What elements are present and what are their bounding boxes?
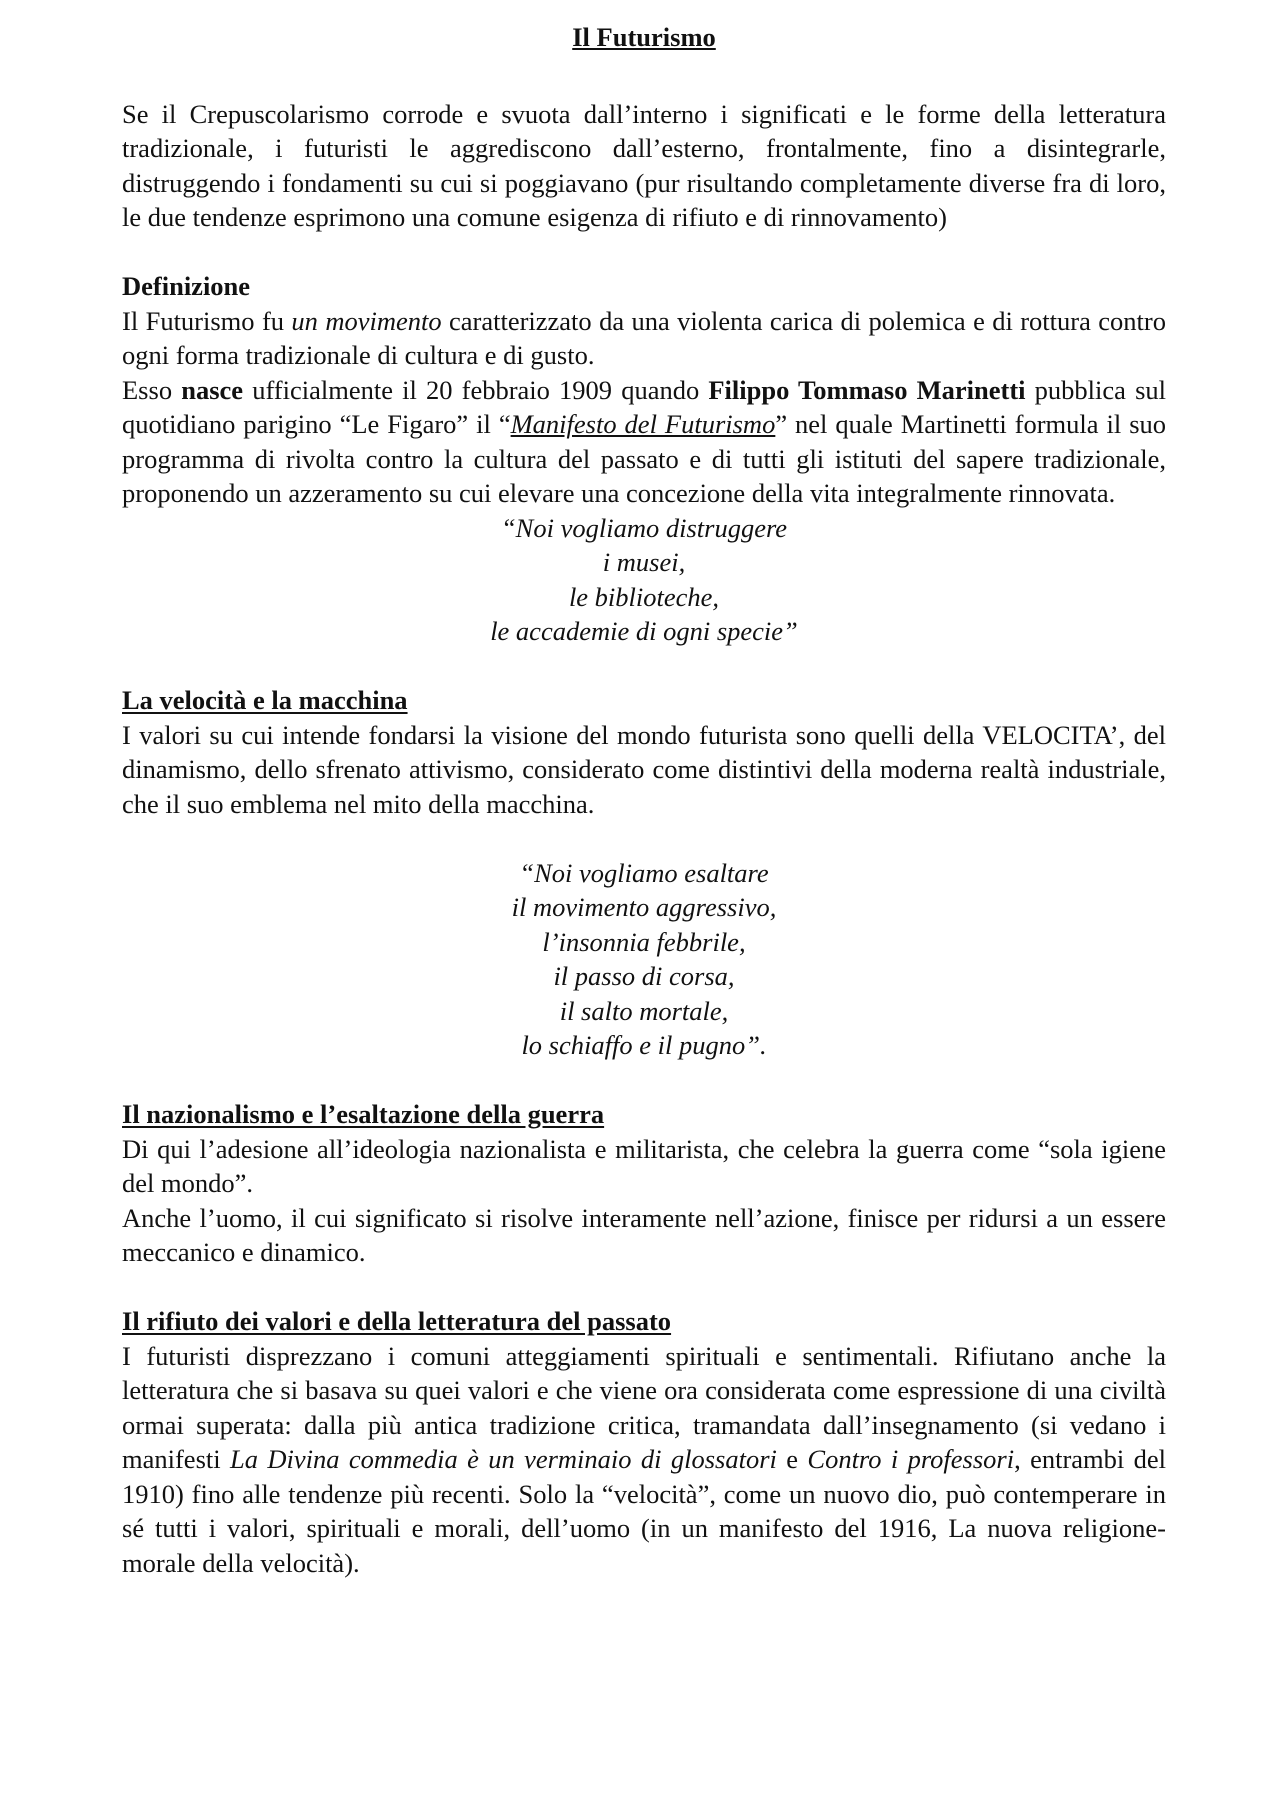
page-title: Il Futurismo — [572, 22, 716, 52]
quote-distruggere — [122, 511, 1166, 649]
quote-line: l’insonnia febbrile, — [542, 926, 746, 957]
spacer — [122, 1270, 1166, 1305]
spacer — [122, 1063, 1166, 1098]
nazionalismo-paragraph-2: Anche l’uomo, il cui significato si risolve interamente nell’azione, finisce per ridursi a un essere meccanico e dinamico. — [122, 1202, 1166, 1267]
quote-line: le accademie di ogni specie” — [490, 616, 798, 646]
manifesto-title: Manifesto del Futurismo — [510, 409, 776, 439]
quote-line: i musei, — [602, 547, 686, 577]
definizione-paragraph-2: Esso nasce ufficialmente il 20 febbraio 1909 quando Filippo Tommaso Marinetti pubblica sul quotidiano parigino “Le Figaro” il “Manifesto del Futurismo” nel quale Martinetti formula il suo programma di rivolta contro la cultura del passato e di tutti gli istituti del sapere tradizionale, proponendo un azzeramento su cui elevare una concezione della vita integralmente rinnovata. — [122, 374, 1167, 508]
section-heading-nazionalismo: Il nazionalismo e l’esaltazione della guerra — [122, 1099, 605, 1129]
quote-line: il salto mortale, — [559, 995, 729, 1026]
quote-esaltare — [122, 856, 1166, 1063]
section-heading-definizione: Definizione — [122, 271, 251, 301]
quote-line: le biblioteche, — [568, 581, 720, 612]
spacer — [122, 235, 1166, 270]
intro-paragraph: Se il Crepuscolarismo corrode e svuota dall’interno i significati e le forme della letteratura tradizionale, i futuristi le aggrediscono dall’esterno, frontalmente, fino a disintegrarle, distruggendo i fondamenti su cui si poggiavano (pur risultando completamente diverse fra di loro, le due tendenze esprimono una comune esigenza di rifiuto e di rinnovamento) — [122, 98, 1166, 232]
spacer — [122, 821, 1166, 856]
quote-line: “Noi vogliamo esaltare — [519, 857, 769, 888]
quote-line: il movimento aggressivo, — [511, 892, 777, 922]
spacer — [122, 649, 1166, 684]
section-heading-rifiuto: Il rifiuto dei valori e della letteratura del passato — [122, 1306, 672, 1336]
quote-line: lo schiaffo e il pugno”. — [521, 1030, 767, 1060]
definizione-paragraph-1: Il Futurismo fu un movimento caratterizzato da una violenta carica di polemica e di rottura contro ogni forma tradizionale di cultura e di gusto. — [122, 305, 1166, 370]
nazionalismo-paragraph-1: Di qui l’adesione all’ideologia nazionalista e militarista, che celebra la guerra come “sola igiene del mondo”. — [122, 1133, 1166, 1198]
velocita-paragraph: I valori su cui intende fondarsi la visione del mondo futurista sono quelli della VELOCITA’, del dinamismo, dello sfrenato attivismo, considerato come distintivi della moderna realtà industriale, che il suo emblema nel mito della macchina. — [122, 719, 1166, 819]
quote-line: il passo di corsa, — [553, 961, 735, 991]
document-page — [122, 20, 1166, 1580]
rifiuto-paragraph: I futuristi disprezzano i comuni atteggiamenti spirituali e sentimentali. Rifiutano anche la letteratura che si basava su quei valori e che viene ora considerata come espressione di una civiltà ormai superata: dalla più antica tradizione critica, tramandata dall’insegnamento (si vedano i manifesti La Divina commedia è un verminaio di glossatori e Contro i professori, entrambi del 1910) fino alle tendenze più recenti. Solo la “velocità”, come un nuovo dio, può contemperare in sé tutti i valori, spirituali e morali, dell’uomo (in un manifesto del 1916, La nuova religione-morale della velocità). — [122, 1340, 1167, 1578]
section-heading-velocita: La velocità e la macchina — [122, 685, 408, 715]
quote-line: “Noi vogliamo distruggere — [500, 512, 788, 543]
